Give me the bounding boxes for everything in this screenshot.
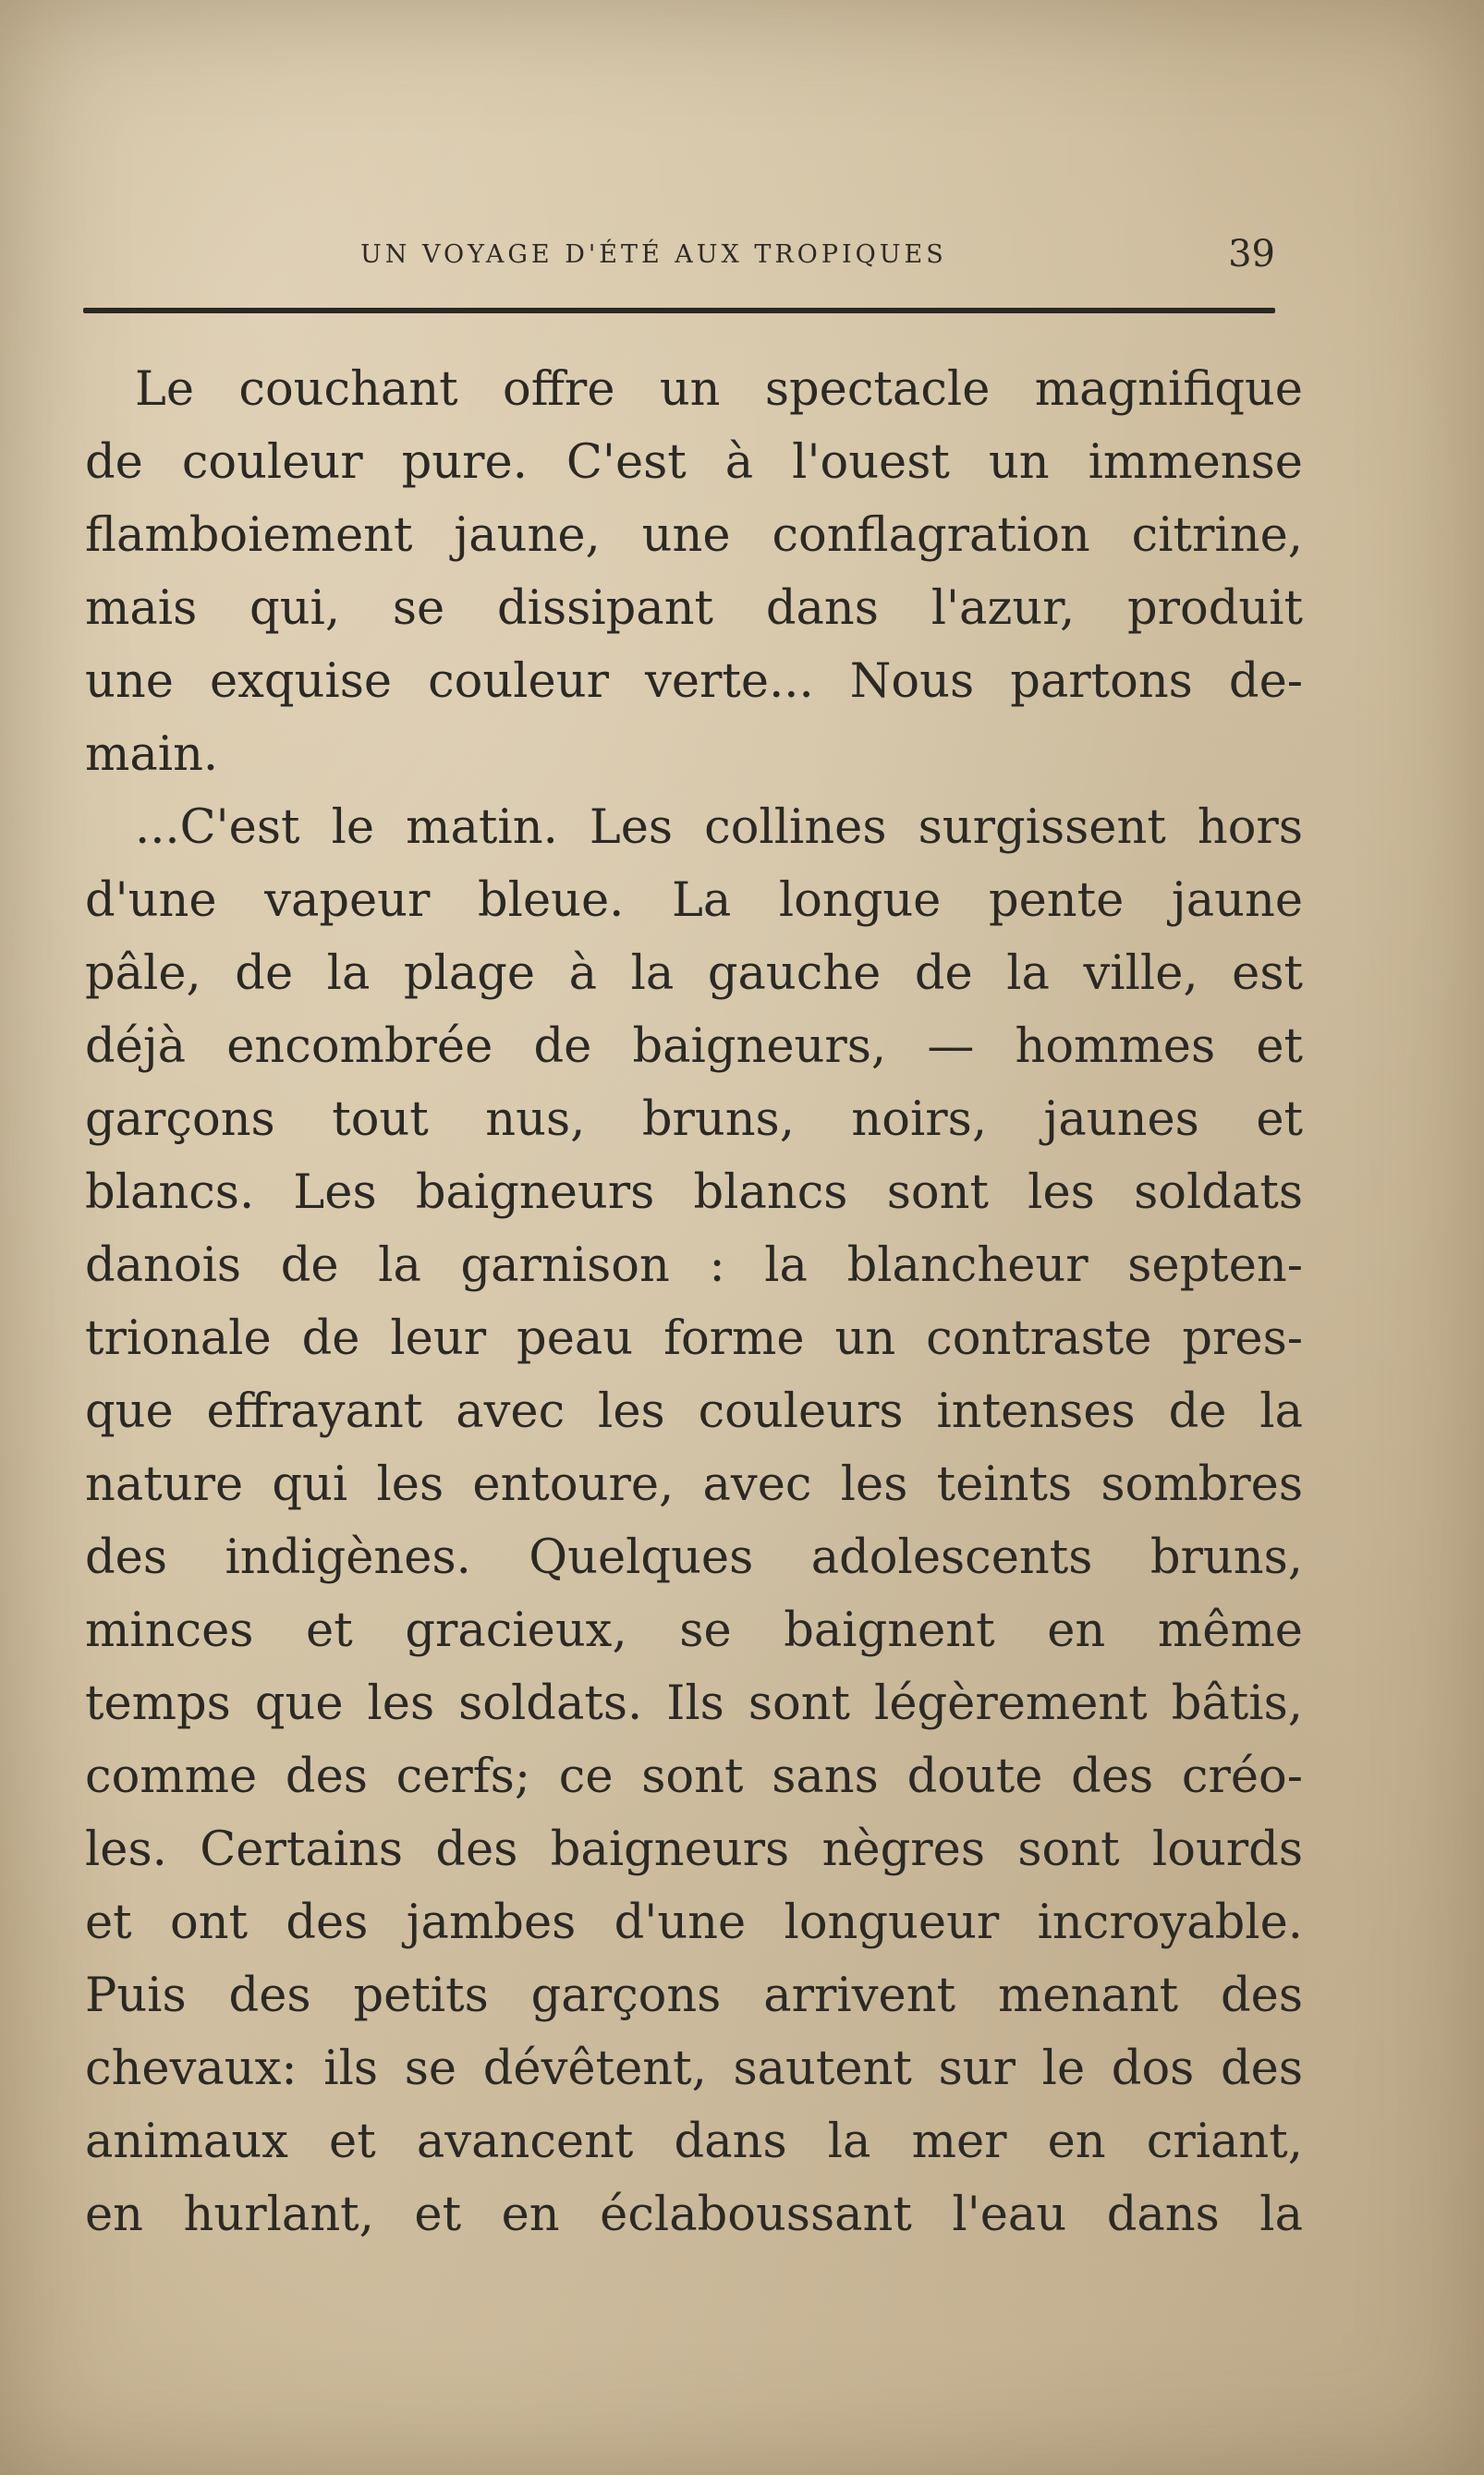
text-line: flamboiement jaune, une conflagration citrine, — [85, 508, 1303, 563]
text-line: blancs. Les baigneurs blancs sont les soldats — [85, 1165, 1303, 1220]
text-line: main. — [85, 727, 219, 782]
text-line: chevaux: ils se dévêtent, sautent sur le dos des — [85, 2042, 1303, 2096]
text-line: animaux et avancent dans la mer en criant, — [85, 2115, 1303, 2169]
text-line: Puis des petits garçons arrivent menant des — [85, 1969, 1303, 2023]
text-line: trionale de leur peau forme un contraste pres- — [85, 1311, 1303, 1366]
text-line: déjà encombrée de baigneurs, — hommes et — [85, 1019, 1303, 1074]
text-line: Le couchant offre un spectacle magnifique — [135, 362, 1303, 417]
header-rule — [83, 308, 1275, 313]
text-line: une exquise couleur verte... Nous partons de- — [85, 654, 1303, 709]
text-line: pâle, de la plage à la gauche de la ville, est — [85, 946, 1303, 1001]
text-line: temps que les soldats. Ils sont légèrement bâtis, — [85, 1676, 1303, 1731]
text-line: garçons tout nus, bruns, noirs, jaunes et — [85, 1092, 1303, 1147]
page-number: 39 — [1228, 233, 1275, 275]
text-line: mais qui, se dissipant dans l'azur, produit — [85, 581, 1303, 636]
body-text — [85, 353, 1303, 2251]
text-line: en hurlant, et en éclaboussant l'eau dans la — [85, 2188, 1303, 2242]
text-line: nature qui les entoure, avec les teints sombres — [85, 1457, 1303, 1512]
text-line: comme des cerfs; ce sont sans doute des créo- — [85, 1750, 1303, 1804]
text-line: d'une vapeur bleue. La longue pente jaune — [85, 873, 1303, 928]
text-line: ...C'est le matin. Les collines surgissent hors — [135, 800, 1303, 855]
text-line: que effrayant avec les couleurs intenses de la — [85, 1384, 1303, 1439]
text-line: danois de la garnison : la blancheur septen- — [85, 1238, 1303, 1293]
text-line: et ont des jambes d'une longueur incroyable. — [85, 1896, 1303, 1950]
text-line: minces et gracieux, se baignent en même — [85, 1603, 1303, 1658]
text-line: des indigènes. Quelques adolescents bruns, — [85, 1530, 1303, 1585]
paragraph-1 — [85, 353, 1303, 791]
text-line: de couleur pure. C'est à l'ouest un immense — [85, 435, 1303, 490]
text-line: les. Certains des baigneurs nègres sont lourds — [85, 1823, 1303, 1877]
paragraph-2 — [85, 791, 1303, 2251]
running-title: UN VOYAGE D'ÉTÉ AUX TROPIQUES — [360, 240, 947, 269]
page-header — [83, 229, 1275, 285]
